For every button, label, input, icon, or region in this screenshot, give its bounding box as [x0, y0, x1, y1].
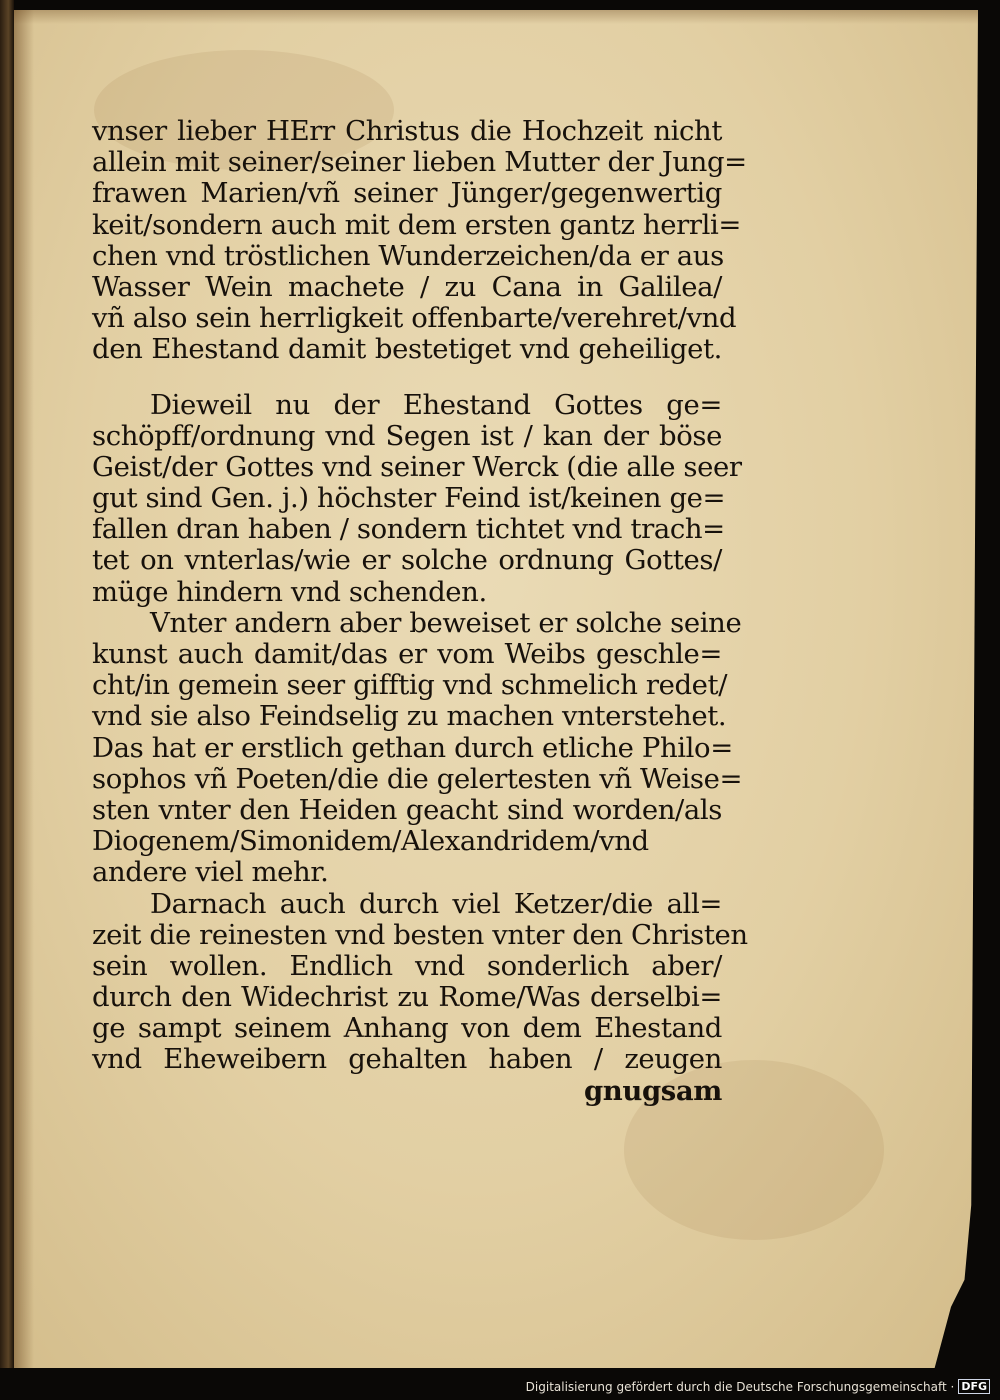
catchword: gnugsam [583, 1074, 722, 1107]
text-line: Dieweil nu der Ehestand Gottes ge= [150, 388, 722, 421]
digitization-credit [526, 1379, 990, 1394]
credit-text: Digitalisierung gefördert durch die Deutsche Forschungsgemeinschaft · [525, 1379, 955, 1394]
text-line: Vnter andern aber beweiset er solche seine [150, 606, 742, 639]
page-text [92, 115, 748, 1110]
text-line: Wasser Wein machete / zu Cana in Galilea/ [92, 270, 722, 303]
text-line: ge sampt seinem Anhang von dem Ehestand [92, 1012, 722, 1045]
text-line: sophos vñ Poeten/die die gelertesten vñ Weise= [92, 762, 743, 795]
text-line: Darnach auch durch viel Ketzer/die all= [150, 887, 722, 920]
text-line: sten vnter den Heiden geacht sind worden/als [92, 793, 722, 826]
text-line: den Ehestand damit bestetiget vnd geheiliget. [92, 333, 722, 366]
text-line: vnd sie also Feindselig zu machen vnterstehet. [92, 700, 727, 733]
text-line: tet on vnterlas/wie er solche ordnung Gottes/ [92, 544, 722, 577]
dfg-logo: DFG [958, 1379, 990, 1394]
paragraph-gap [92, 366, 722, 390]
text-line: gut sind Gen. j.) höchster Feind ist/keinen ge= [92, 482, 726, 515]
text-line: Geist/der Gottes vnd seiner Werck (die alle seer [92, 450, 742, 483]
page-gutter-shadow [14, 10, 34, 1368]
text-line: sein wollen. Endlich vnd sonderlich aber/ [92, 949, 722, 982]
text-line: fallen dran haben / sondern tichtet vnd trach= [92, 513, 725, 546]
text-line: frawen Marien/vñ seiner Jünger/gegenwertig [92, 177, 722, 210]
text-line: zeit die reinesten vnd besten vnter den Christen [92, 918, 748, 951]
text-line: müge hindern vnd schenden. [92, 575, 487, 608]
page-top-shadow [14, 10, 978, 24]
text-line: durch den Widechrist zu Rome/Was derselbi= [92, 981, 722, 1014]
text-line: vnser lieber HErr Christus die Hochzeit nicht [92, 115, 722, 147]
text-line: keit/sondern auch mit dem ersten gantz herrli= [92, 208, 742, 241]
text-line: schöpff/ordnung vnd Segen ist / kan der böse [92, 419, 722, 452]
text-line: chen vnd tröstlichen Wunderzeichen/da er aus [92, 239, 724, 272]
text-line: allein mit seiner/seiner lieben Mutter der Jung= [92, 146, 747, 179]
text-line: vnd Eheweibern gehalten haben / zeugen [92, 1043, 722, 1076]
text-line: cht/in gemein seer gifftig vnd schmelich redet/ [92, 669, 728, 702]
book-binding-edge [0, 0, 14, 1368]
text-line: kunst auch damit/das er vom Weibs geschle= [92, 638, 722, 670]
text-line: vñ also sein herrligkeit offenbarte/verehret/vnd [92, 302, 737, 335]
text-line: andere viel mehr. [92, 856, 329, 889]
text-line: Das hat er erstlich gethan durch etliche Philo= [92, 731, 733, 764]
text-line: Diogenem/Simonidem/Alexandridem/vnd [92, 825, 649, 858]
